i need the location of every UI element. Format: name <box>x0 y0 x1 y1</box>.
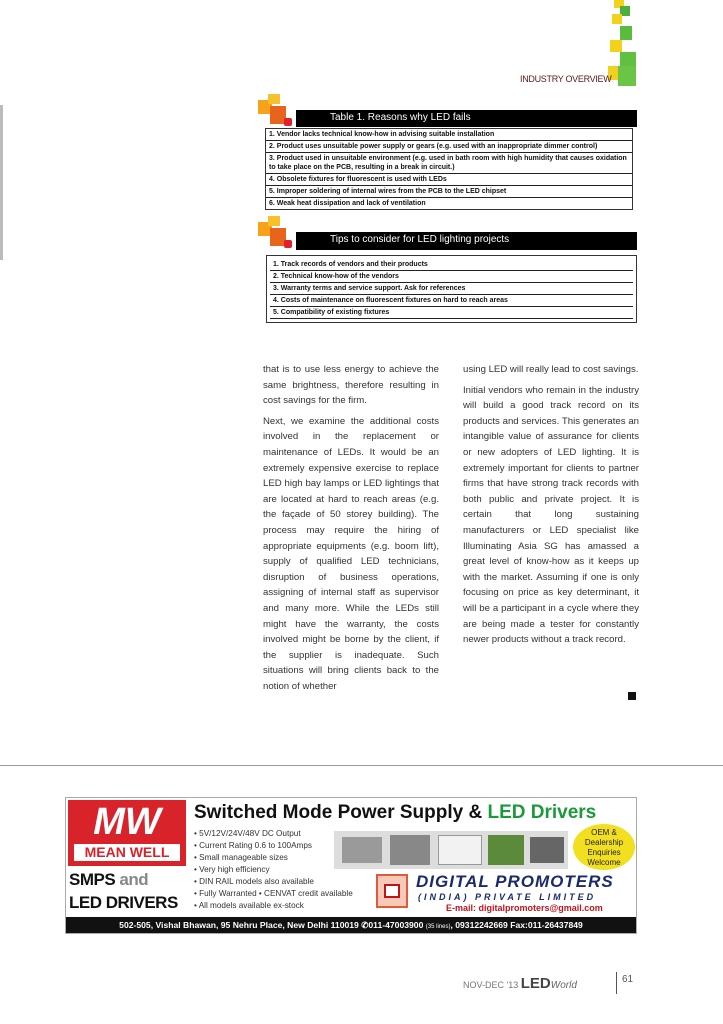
table-row: 5. Improper soldering of internal wires from the PCB to the LED chipset <box>266 186 632 198</box>
feature-item: • Fully Warranted • CENVAT credit available <box>194 889 353 898</box>
mw-logo-text: MW <box>93 801 161 843</box>
table2-title: Tips to consider for LED lighting projects <box>296 232 637 250</box>
end-mark-icon <box>628 692 636 700</box>
issue-date: NOV-DEC '13 <box>463 980 519 990</box>
product-images <box>334 831 568 869</box>
table-row: 1. Vendor lacks technical know-how in advising suitable installation <box>266 129 632 141</box>
feature-item: • 5V/12V/24V/48V DC Output <box>194 829 301 838</box>
table-row: 6. Weak heat dissipation and lack of ventilation <box>269 200 426 207</box>
feature-list <box>194 828 353 912</box>
body-column-left <box>263 362 439 699</box>
digital-promoters-logo <box>376 874 408 908</box>
table1 <box>265 128 633 210</box>
table-row: 3. Warranty terms and service support. Ask for references <box>270 283 633 295</box>
address-phone-fax: , 09312242669 Fax:011-26437849 <box>450 920 583 930</box>
smps-heading <box>69 868 189 914</box>
company-subtitle: (INDIA) PRIVATE LIMITED <box>418 892 597 902</box>
page-footer <box>463 975 583 992</box>
table-row: 2. Technical know-how of the vendors <box>270 271 633 283</box>
table-row: 5. Compatibility of existing fixtures <box>270 307 633 319</box>
table1-title: Table 1. Reasons why LED fails <box>296 110 637 127</box>
paragraph: using LED will really lead to cost savings. <box>463 364 639 375</box>
ad-title-a: Switched Mode Power Supply & <box>194 802 488 823</box>
feature-item: • Small manageable sizes <box>194 853 288 862</box>
paragraph: Next, we examine the additional costs involved in the replacement or maintenance of LEDs. It would be an extremely expensive exercise to replace LED high bay lamps or LED lightings that are located at hard to reach areas (e.g. the façade of 50 storey building). The process may require the hiring of appropriate equipments (e.g. boom lift), supply of qualified LED technicians, disruption of business operations, assigning of internal staff as supervisor and many more. While the LEDs still might have the warranty, the costs involved might be borne by the client, if the supplier is inadequate. Such situations will bring clients back to the notion of whether <box>263 415 439 692</box>
address-text: 502-505, Vishal Bhawan, 95 Nehru Place, New Delhi 110019 ✆011-47003900 <box>119 920 424 930</box>
divider <box>0 765 723 766</box>
mw-name: MEAN WELL <box>74 844 180 861</box>
table-row: 4. Costs of maintenance on fluorescent fixtures on hard to reach areas <box>270 295 633 307</box>
feature-item: • All models available ex-stock <box>194 901 304 910</box>
table-row: 2. Product uses unsuitable power supply or gears (e.g. used with an inappropriate dimmer control) <box>266 141 632 153</box>
address-lines: (35 lines) <box>425 924 451 930</box>
led-drivers-label: LED DRIVERS <box>69 893 178 912</box>
magazine-logo: LED <box>520 975 551 992</box>
section-label: INDUSTRY OVERVIEW <box>520 74 612 84</box>
magazine-logo-script: World <box>550 980 577 991</box>
ad-title <box>194 802 596 824</box>
feature-item: • DIN RAIL models also available <box>194 877 314 886</box>
table-row: 1. Track records of vendors and their products <box>270 259 633 271</box>
table2 <box>266 255 637 323</box>
feature-item: • Very high efficiency <box>194 865 270 874</box>
company-name: DIGITAL PROMOTERS <box>416 872 614 891</box>
page-edge-bar <box>0 105 3 260</box>
paragraph: that is to use less energy to achieve the same brightness, therefore resulting in cost savings for the firm. <box>263 364 439 407</box>
feature-item: • Current Rating 0.6 to 100Amps <box>194 841 313 850</box>
company-address <box>66 917 636 933</box>
mean-well-logo <box>68 800 186 866</box>
ad-title-b: LED Drivers <box>487 802 597 823</box>
body-column-right <box>463 362 639 653</box>
oem-badge: OEM & Dealership Enquiries Welcome <box>573 824 635 870</box>
company-email: E-mail: digitalpromoters@gmail.com <box>446 903 603 913</box>
table-row: 3. Product used in unsuitable environment (e.g. used in bath room with high humidity that causes oxidation to take place on the PCB, resulting in a break in circuit.) <box>266 153 632 174</box>
table2-icon <box>258 216 298 252</box>
table1-icon <box>258 94 298 130</box>
paragraph: Initial vendors who remain in the industry will build a good track record on its products and services. This generates an intangible value of assurance for clients or new adopters of LED lighting. It is extremely important for clients to partner firms that have strong track records with both public and private project. It is certain that long sustaining manufacturers or LED specialist like Illuminating Asia SG has amassed a great level of know-how as it keeps up with the market. Assuming if one is only focusing on price as key determinant, it will be a participant in a cycle where they are being made a tester for constantly newer products without a track record. <box>463 384 639 646</box>
smps-label: SMPS <box>69 870 116 889</box>
advertisement <box>65 797 637 934</box>
and-label: and <box>119 870 149 889</box>
page-number: 61 <box>616 972 633 994</box>
table-row: 4. Obsolete fixtures for fluorescent is used with LEDs <box>266 174 632 186</box>
